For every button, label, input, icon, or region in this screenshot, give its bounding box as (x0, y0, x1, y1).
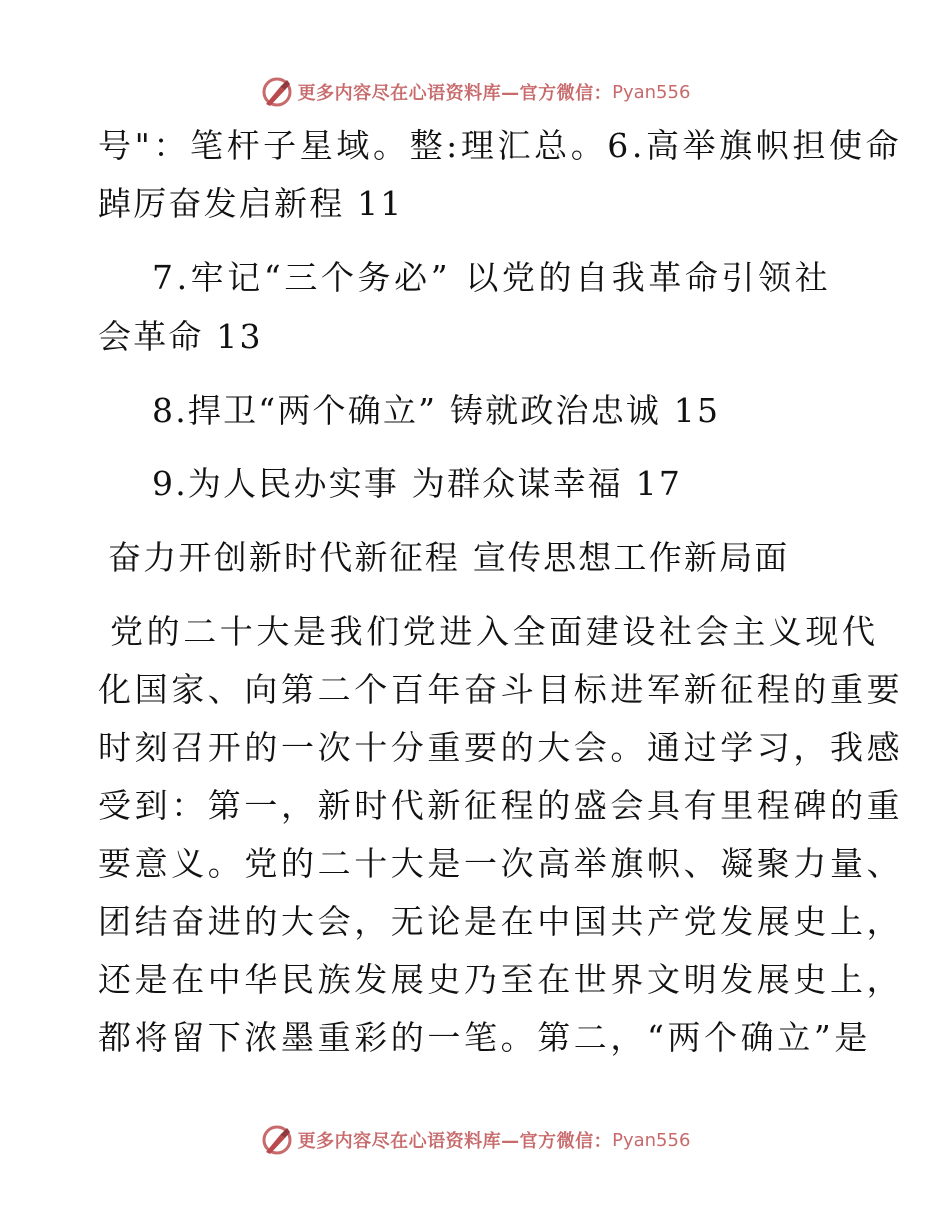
body-line: 化国家、向第二个百年奋斗目标进军新征程的重要 (98, 670, 904, 709)
toc-line: 9.为人民办实事 为群众谋幸福 17 (152, 464, 683, 503)
article-title: 奋力开创新时代新征程 宣传思想工作新局面 (108, 538, 790, 577)
body-line: 党的二十大是我们党进入全面建设社会主义现代 (110, 612, 879, 651)
body-line: 受到：第一，新时代新征程的盛会具有里程碑的重 (98, 786, 904, 825)
body-line: 都将留下浓墨重彩的一笔。第二，“两个确立”是 (98, 1018, 871, 1057)
toc-line: 踔厉奋发启新程 11 (98, 184, 404, 223)
toc-line: 号"：笔杆子星域。整:理汇总。6.高举旗帜担使命 (98, 126, 903, 165)
body-line: 还是在中华民族发展史乃至在世界文明发展史上， (98, 960, 904, 999)
toc-line: 7.牢记“三个务必” 以党的自我革命引领社 (152, 258, 832, 297)
toc-line: 会革命 13 (98, 317, 263, 356)
body-line: 团结奋进的大会，无论是在中国共产党发展史上， (98, 902, 904, 941)
footer-watermark-banner (0, 1120, 950, 1160)
toc-line: 8.捍卫“两个确立” 铸就政治忠诚 15 (152, 391, 721, 430)
pen-logo-icon (260, 1123, 294, 1157)
body-line: 要意义。党的二十大是一次高举旗帜、凝聚力量、 (98, 844, 904, 883)
footer-banner-text: 更多内容尽在心语资料库—官方微信： (297, 1131, 613, 1152)
footer-wechat-id: Pyan556 (612, 1129, 691, 1151)
body-line: 时刻召开的一次十分重要的大会。通过学习，我感 (98, 728, 904, 767)
header-banner-text: 更多内容尽在心语资料库—官方微信： (297, 83, 613, 104)
header-wechat-id: Pyan556 (612, 81, 691, 103)
